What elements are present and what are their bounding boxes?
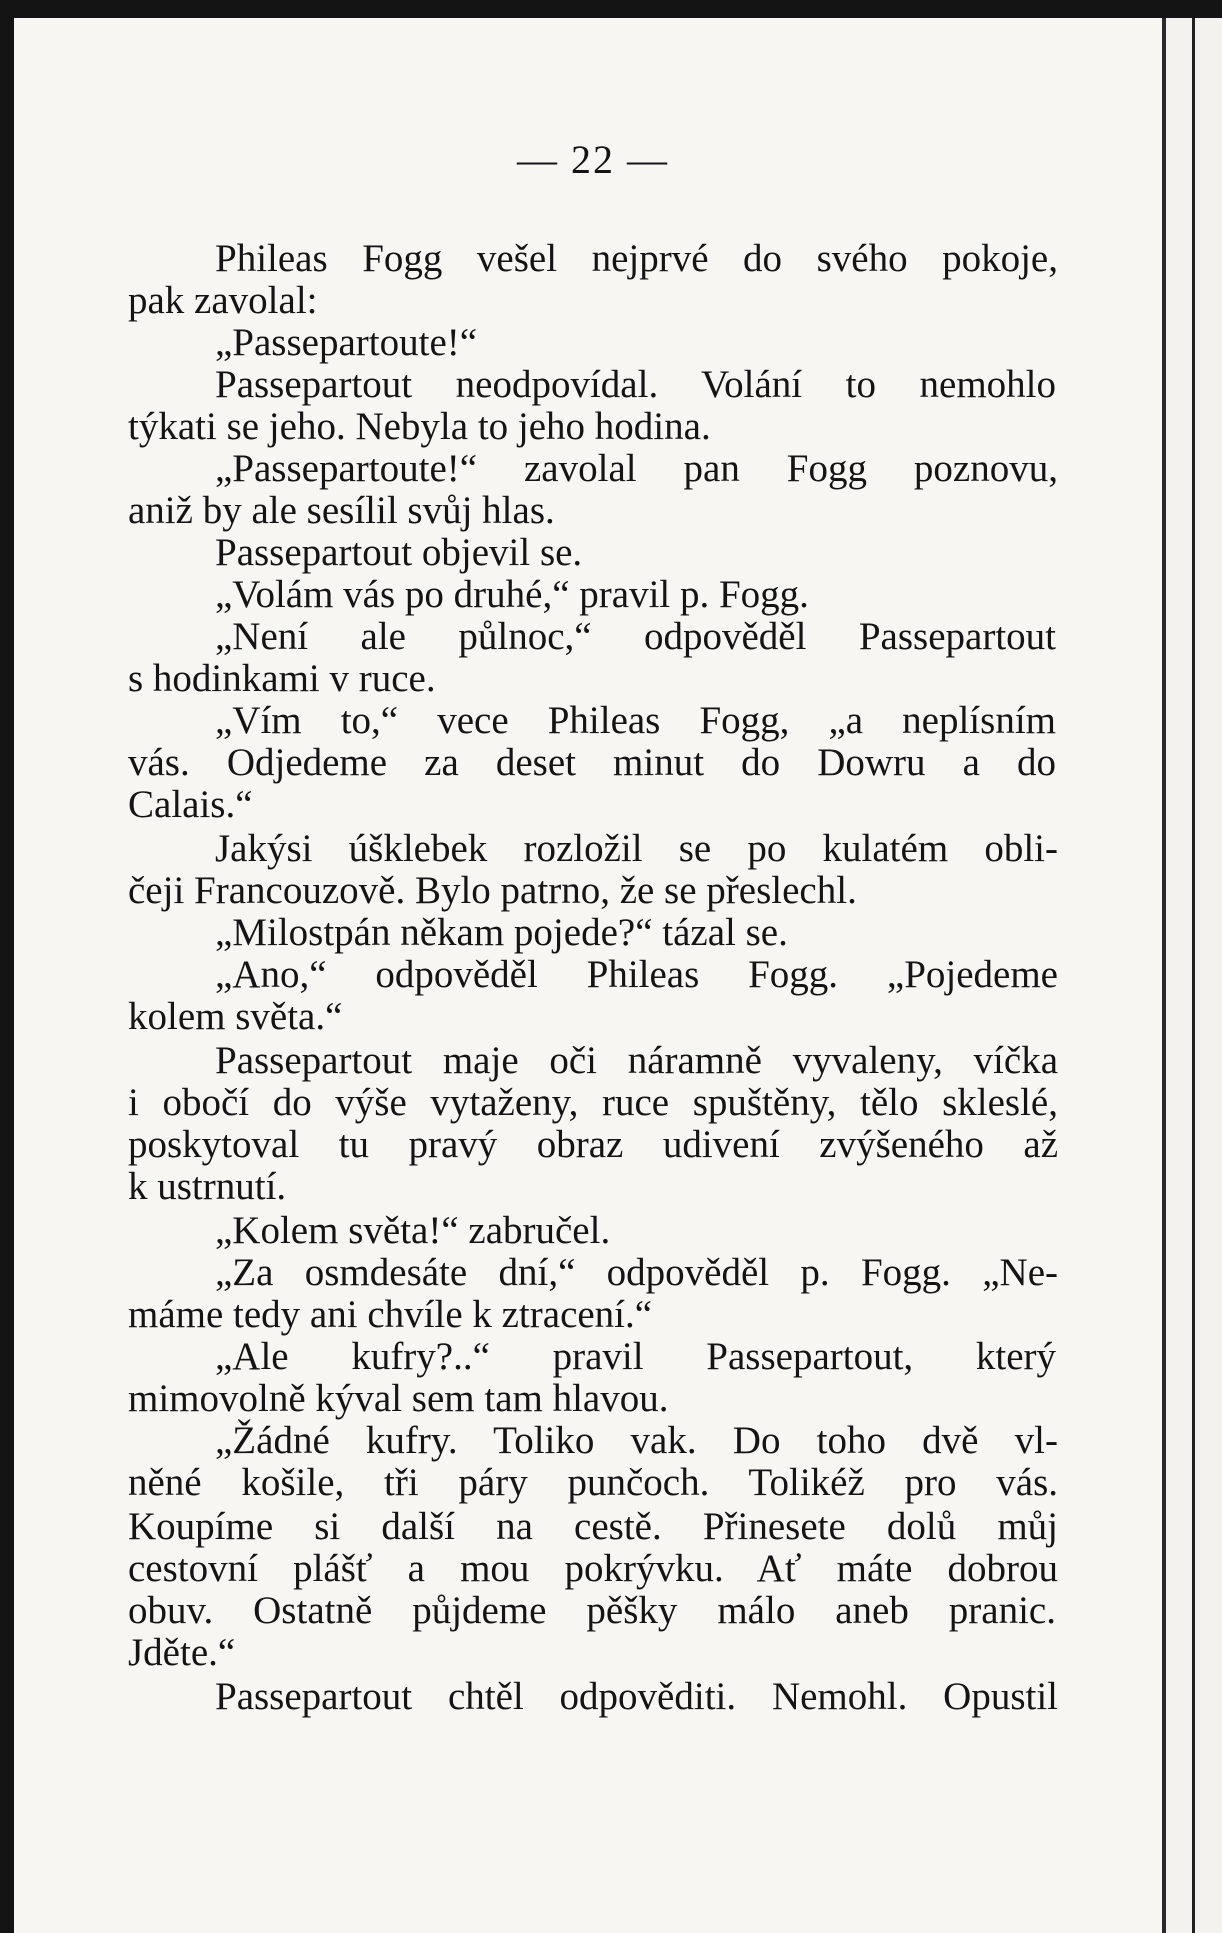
text-line: „Passepartoute!“ — [215, 321, 478, 364]
text-line: s hodinkami v ruce. — [128, 657, 436, 700]
text-line: Koupíme si další na cestě. Přinesete dolů můj — [128, 1505, 1058, 1548]
text-line: kolem světa.“ — [128, 995, 343, 1038]
text-line: „Za osmdesáte dní,“ odpověděl p. Fogg. „Ne- — [215, 1251, 1058, 1294]
text-line: k ustrnutí. — [128, 1165, 287, 1208]
text-line: „Žádné kufry. Toliko vak. Do toho dvě vl- — [215, 1419, 1058, 1462]
text-line: Phileas Fogg vešel nejprvé do svého pokoje, — [215, 237, 1058, 280]
text-line: „Není ale půlnoc,“ odpověděl Passepartout — [215, 615, 1056, 658]
text-line: vás. Odjedeme za deset minut do Dowru a do — [128, 741, 1056, 784]
text-line: „Ano,“ odpověděl Phileas Fogg. „Pojedeme — [215, 953, 1058, 996]
text-line: máme tedy ani chvíle k ztracení.“ — [128, 1293, 653, 1336]
text-line: týkati se jeho. Nebyla to jeho hodina. — [128, 405, 711, 448]
text-line: Jděte.“ — [128, 1631, 236, 1674]
text-line: „Milostpán někam pojede?“ tázal se. — [215, 911, 788, 954]
text-line: něné košile, tři páry punčoch. Tolikéž pro vás. — [128, 1461, 1058, 1504]
text-line: Passepartout chtěl odpověditi. Nemohl. Opustil — [215, 1675, 1058, 1718]
text-line: „Passepartoute!“ zavolal pan Fogg poznovu, — [215, 447, 1058, 490]
text-line: pak zavolal: — [128, 279, 318, 322]
page-gutter-rule — [1192, 18, 1195, 1933]
text-line: „Vím to,“ vece Phileas Fogg, „a neplísním — [215, 699, 1056, 742]
text-line: Passepartout maje oči náramně vyvaleny, víčka — [215, 1039, 1058, 1082]
page-number: — 22 — — [517, 137, 669, 182]
text-line: Calais.“ — [128, 783, 253, 826]
text-line: aniž by ale sesílil svůj hlas. — [128, 489, 555, 532]
text-line: čeji Francouzově. Bylo patrno, že se přeslechl. — [128, 869, 857, 912]
text-line: cestovní plášť a mou pokrývku. Ať máte dobrou — [128, 1547, 1058, 1590]
text-line: Passepartout objevil se. — [215, 531, 583, 574]
text-line: „Kolem světa!“ zabručel. — [215, 1209, 611, 1252]
text-line: Jakýsi úšklebek rozložil se po kulatém obli- — [215, 827, 1058, 870]
text-line: „Volám vás po druhé,“ pravil p. Fogg. — [215, 573, 809, 616]
text-line: „Ale kufry?..“ pravil Passepartout, který — [215, 1335, 1056, 1378]
text-line: poskytoval tu pravý obraz udivení zvýšeného až — [128, 1123, 1058, 1166]
text-line: Passepartout neodpovídal. Volání to nemohlo — [215, 363, 1056, 406]
text-column — [128, 0, 1058, 1933]
text-line: obuv. Ostatně půjdeme pěšky málo aneb pranic. — [128, 1589, 1056, 1632]
text-line: mimovolně kýval sem tam hlavou. — [128, 1377, 669, 1420]
text-line: i obočí do výše vytaženy, ruce spuštěny, tělo skleslé, — [128, 1081, 1058, 1124]
